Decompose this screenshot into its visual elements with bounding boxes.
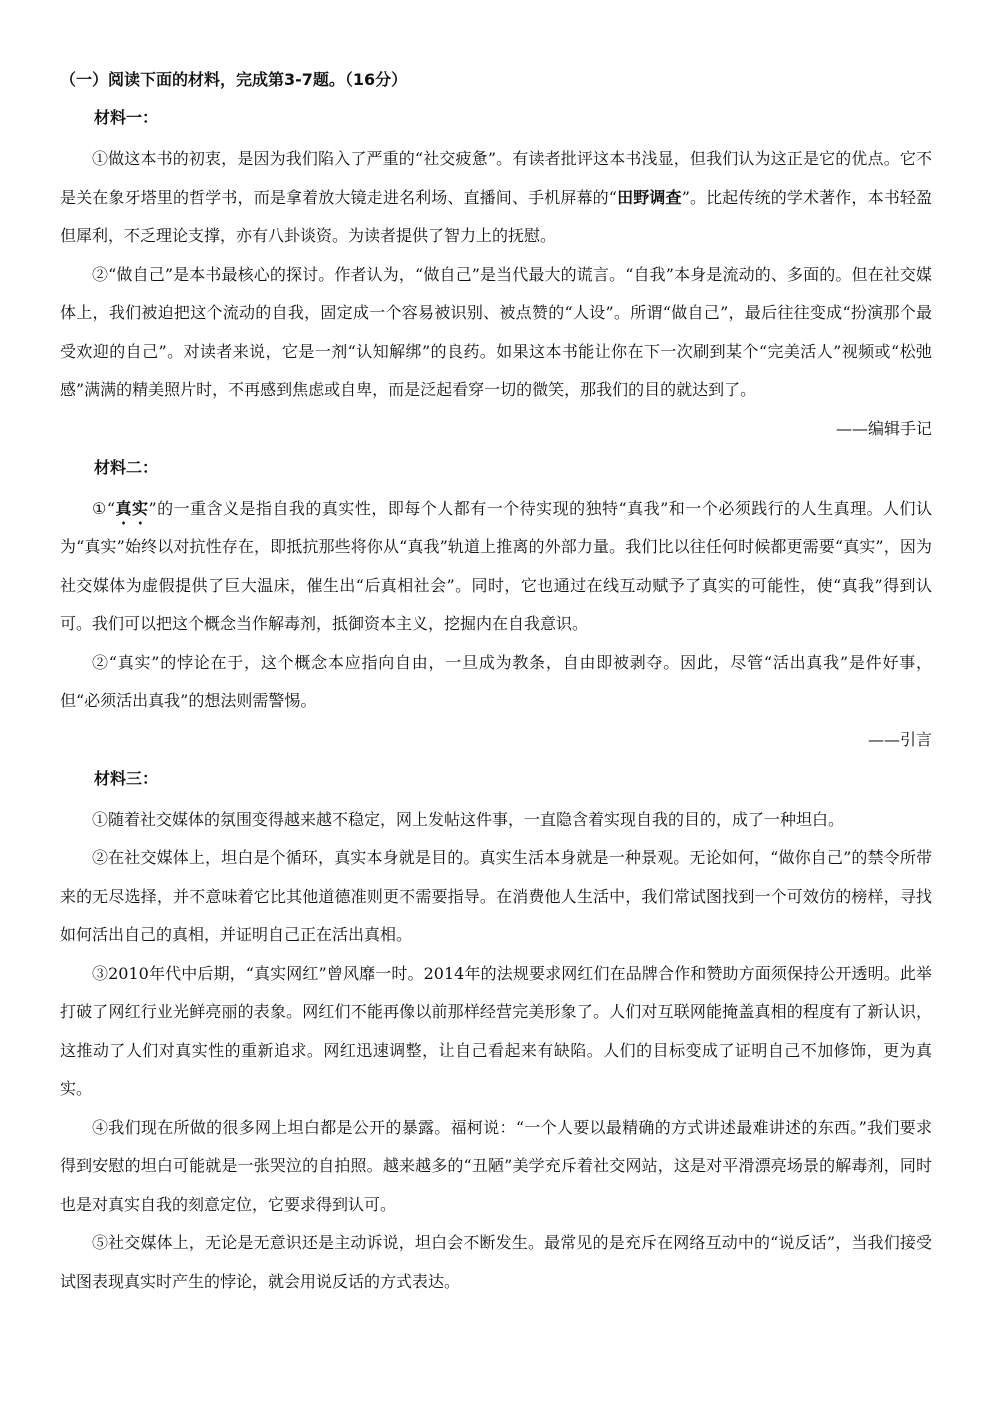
m1-p1-bold-term: 田野调查 [616,187,682,207]
material-1-source: ——编辑手记 [835,418,932,438]
material-3-paragraph-2: ②在社交媒体上，坦白是个循环，真实本身就是目的。真实生活本身就是一种景观。无论如何，“做你自己”的禁令所带来的无尽选择，并不意味着它比其他道德准则更不需要指导。在消费他人生活中，我们常试图找到一个可效仿的榜样，寻找如何活出自己的真相，并证明自己正在活出真相。 [60,848,932,944]
material-2-paragraph-1 [60,490,932,644]
material-1-label: 材料一： [94,108,159,127]
m2-p1-dotted-term: 真实 [115,498,149,518]
material-1-paragraph-1 [60,140,932,256]
m1-p1-text-a: ①做这本书的初衷，是因为我们陷入了严重的“社交疲惫”。有读者批评这本书浅显，但我们认为这正是它的优点。它不是关在象牙塔里的哲学书，而是拿着放大镜走进名利场、直播间、手机屏幕的“ [60,149,932,207]
material-3-paragraph-3: ③2010年代中后期，“真实网红”曾风靡一时。2014年的法规要求网红们在品牌合作和赞助方面须保持公开透明。此举打破了网红行业光鲜亮丽的表象。网红们不能再像以前那样经营完美形象了。人们对互联网能掩盖真相的程度有了新认识，这推动了人们对真实性的重新追求。网红迅速调整，让自己看起来有缺陷。人们的目标变成了证明自己不加修饰，更为真实。 [60,963,932,1098]
material-3-paragraph-1: ①随着社交媒体的氛围变得越来越不稳定，网上发帖这件事，一直隐含着实现自我的目的，成了一种坦白。 [92,809,845,829]
reading-passage [60,66,932,1301]
material-3-label: 材料三： [94,768,159,788]
m2-p1-text-c: ”的一重含义是指自我的真实性，即每个人都有一个待实现的独特“真我”和一个必须践行的人生真理。人们认为“真实”始终以对抗性存在，即抵抗那些将你从“真我”轨道上推离的外部力量。我们比以往任何时候都更需要“真实”，因为社交媒体为虚假提供了巨大温床，催生出“后真相社会”。同时，它也通过在线互动赋予了真实的可能性，使“真我”得到认可。我们可以把这个概念当作解毒剂，抵御资本主义，挖掘内在自我意识。 [60,498,932,633]
material-2-label: 材料二： [94,457,159,477]
m1-p1-text-c: ”。比起传统的学术著作，本书轻盈但犀利，不乏理论支撑，亦有八卦谈资。为读者提供了智力上的抚慰。 [60,187,932,245]
material-2-source: ——引言 [867,729,932,749]
material-2-paragraph-2: ②“真实”的悖论在于，这个概念本应指向自由，一旦成为教条，自由即被剥夺。因此，尽管“活出真我”是件好事，但“必须活出真我”的想法则需警惕。 [60,652,932,710]
material-3-paragraph-5: ⑤社交媒体上，无论是无意识还是主动诉说，坦白会不断发生。最常见的是充斥在网络互动中的“说反话”，当我们接受试图表现真实时产生的悖论，就会用说反话的方式表达。 [60,1233,932,1291]
material-1-paragraph-2: ②“做自己”是本书最核心的探讨。作者认为，“做自己”是当代最大的谎言。“自我”本身是流动的、多面的。但在社交媒体上，我们被迫把这个流动的自我，固定成一个容易被识别、被点赞的“人设”。所谓“做自己”，最后往往变成“扮演那个最受欢迎的自己”。对读者来说，它是一剂“认知解绑”的良药。如果这本书能让你在下一次刷到某个“完美活人”视频或“松弛感”满满的精美照片时，不再感到焦虑或自卑，而是泛起看穿一切的微笑，那我们的目的就达到了。 [60,264,932,399]
m2-p1-text-a: ①“ [92,498,116,518]
section-heading: （一）阅读下面的材料，完成第3-7题。（16分） [60,70,408,89]
material-3-paragraph-4: ④我们现在所做的很多网上坦白都是公开的暴露。福柯说：“一个人要以最精确的方式讲述最难讲述的东西。”我们要求得到安慰的坦白可能就是一张哭泣的自拍照。越来越多的“丑陋”美学充斥着社交网站，这是对平滑漂亮场景的解毒剂，同时也是对真实自我的刻意定位，它要求得到认可。 [60,1117,932,1214]
